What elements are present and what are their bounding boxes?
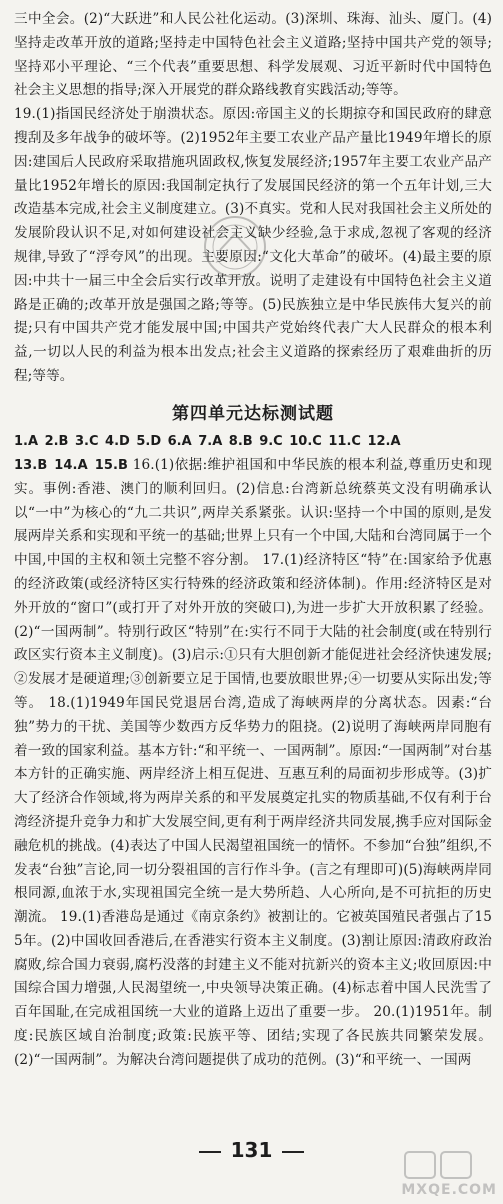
page-number: 131 — [0, 1138, 503, 1162]
paragraph-top-2: 19.(1)指国民经济处于崩溃状态。原因:帝国主义的长期掠夺和国民政府的肆意搜刮及多年战争的破坏等。(2)1952年主要工农业产品产量比1949年增长的原因:建国后人民政府采取措施巩固政权,恢复发展经济;1957年主要工农业产品产量比1952年增长的原因:我国制定执行了发展国民经济的第一个五年计划,三大改造基本完成,社会主义制度建立。(3)不真实。党和人民对我国社会主义所处的发展阶段认识不足,对如何建设社会主义缺少经验,急于求成,忽视了客观的经济规律,导致了“浮夸风”的出现。主要原因:“文化大革命”的破坏。(4)最主要的原因:中共十一届三中全会后实行改革开放。说明了走建设有中国特色社会主义道路是正确的;改革开放是强国之路;等等。(5)民族独立是中华民族伟大复兴的前提;只有中国共产党才能发展中国;中国共产党始终代表广大人民群众的根本利益,一切以人民的利益为根本出发点;社会主义道路的探索经历了艰难曲折的历程;等等。 — [14, 106, 492, 384]
paragraph-top-1: 三中全会。(2)“大跃进”和人民公社化运动。(3)深圳、珠海、汕头、厦门。(4)坚持走改革开放的道路;坚持走中国特色社会主义道路;坚持中国共产党的领导;坚持邓小平理论、“三个代表”重要思想、科学发展观、习近平新时代中国特色社会主义思想的指导;深入开展党的群众路线教育实践活动;等等。 — [14, 11, 492, 99]
answers-line-2-choices: 13.B 14.A 15.B — [14, 457, 129, 473]
watermark-logo — [395, 1150, 503, 1200]
page-content — [14, 8, 492, 1073]
answers-line-2 — [14, 454, 492, 1073]
answers-line-1: 1.A 2.B 3.C 4.D 5.D 6.A 7.A 8.B 9.C 10.C 11.C 12.A — [14, 433, 401, 449]
seal-stamp-icon — [200, 212, 270, 282]
watermark-text: MXQE.COM — [401, 1182, 497, 1198]
main-answer-text: 16.(1)依据:维护祖国和中华民族的根本利益,尊重历史和现实。事例:香港、澳门的顺利回归。(2)信息:台湾新总统蔡英文没有明确承认以“一中”为核心的“九二共识”,两岸关系紧张。认识:坚持一个中国的原则,是发展两岸关系和实现和平统一的基础;世界上只有一个中国,大陆和台湾同属于一个中国,中国的主权和领土完整不容分割。 17.(1)经济特区“特”在:国家给予优惠的经济政策(或经济特区实行特殊的经济政策和经济体制)。作用:经济特区是对外开放的“窗口”(或打开了对外开放的突破口),为进一步扩大开放积累了经验。(2)“一国两制”。特别行政区“特别”在:实行不同于大陆的社会制度(或在特别行政区实行资本主义制度)。(3)启示:①只有大胆创新才能促进社会经济快速发展;②发展才是硬道理;③创新要立足于国情,也要放眼世界;④一切要从实际出发;等等。 18.(1)1949年国民党退居台湾,造成了海峡两岸的分离状态。因素:“台独”势力的干扰、美国等少数西方反华势力的阻挠。(2)说明了海峡两岸同胞有着一致的国家利益。基本方针:“和平统一、一国两制”。原因:“一国两制”对台基本方针的正确实施、两岸经济上相互促进、互惠互利的局面初步形成等。(3)扩大了经济合作领域,将为两岸关系的和平发展奠定扎实的物质基础,不仅有利于台湾经济提升竞争力和扩大发展空间,更有利于两岸经济共同发展,携手应对国际金融危机的挑战。(4)表达了中国人民渴望祖国统一的情怀。不参加“台独”组织,不发表“台独”言论,同一切分裂祖国的言行作斗争。(言之有理即可)(5)海峡两岸同根同源,血浓于水,实现祖国完全统一是大势所趋、人心所向,是不可抗拒的历史潮流。 19.(1)香港岛是通过《南京条约》被割让的。它被英国殖民者强占了155年。(2)中国收回香港后,在香港实行资本主义制度。(3)割让原因:清政府政治腐败,综合国力衰弱,腐朽没落的封建主义不能对抗新兴的资本主义;收回原因:中国综合国力增强,人民渴望统一,中央领导决策正确。(4)标志着中国人民洗雪了百年国耻,在完成祖国统一大业的道路上迈出了重要一步。 20.(1)1951年。制度:民族区域自治制度;政策:民族平等、团结;实现了各民族共同繁荣发展。(2)“一国两制”。为解决台湾问题提供了成功的范例。(3)“和平统一、一国两 — [14, 456, 493, 1068]
section-title: 第四单元达标测试题 — [172, 403, 334, 424]
